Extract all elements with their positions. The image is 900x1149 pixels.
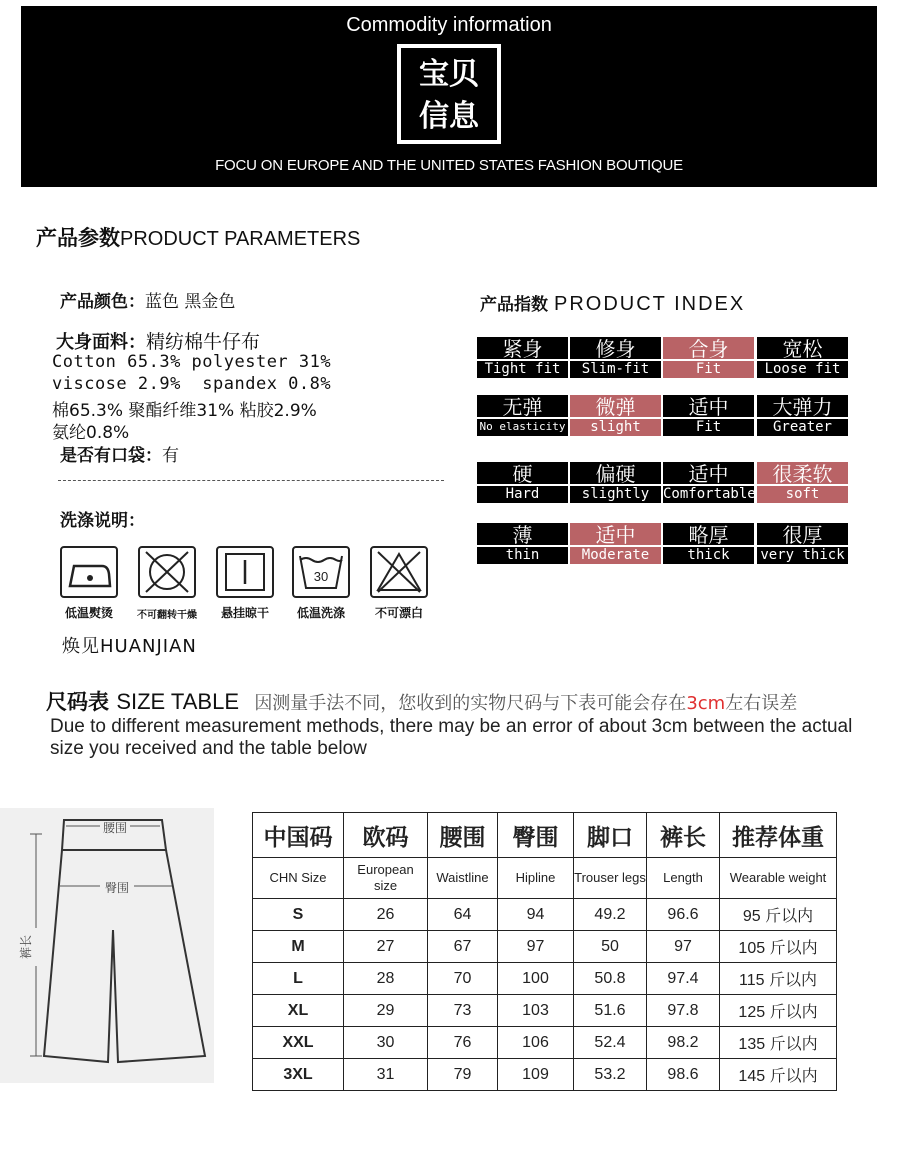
table-cell: 105 斤以内 bbox=[720, 931, 837, 963]
table-cell: Length bbox=[647, 858, 720, 899]
table-cell: 52.4 bbox=[574, 1027, 647, 1059]
pocket-value: 有 bbox=[162, 446, 179, 466]
index-cell-en: thin bbox=[477, 545, 568, 564]
table-cell: 欧码 bbox=[344, 813, 428, 858]
table-cell: 中国码 bbox=[253, 813, 344, 858]
diagram-waist-label: 腰围 bbox=[102, 821, 128, 835]
index-cell bbox=[663, 462, 754, 503]
diagram-length-label: 裤长 bbox=[19, 934, 33, 960]
index-cell-zh: 修身 bbox=[595, 337, 636, 361]
table-row bbox=[253, 1027, 837, 1059]
table-cell: M bbox=[253, 931, 344, 963]
table-cell: 50 bbox=[574, 931, 647, 963]
table-cell: 26 bbox=[344, 899, 428, 931]
banner-box-line1: 宝贝 bbox=[419, 57, 479, 92]
index-cell-en: Slim-fit bbox=[570, 359, 661, 378]
index-cell bbox=[570, 462, 661, 503]
wash-label-3: 悬挂晾干 bbox=[220, 606, 269, 620]
pants-diagram bbox=[0, 808, 214, 1083]
banner-subtitle: FOCU ON EUROPE AND THE UNITED STATES FASHION BOUTIQUE bbox=[215, 157, 683, 174]
table-cell: Waistline bbox=[428, 858, 498, 899]
table-row bbox=[253, 963, 837, 995]
banner-box bbox=[397, 44, 501, 144]
table-cell: 腰围 bbox=[428, 813, 498, 858]
table-cell: 98.6 bbox=[647, 1059, 720, 1091]
table-row bbox=[253, 1059, 837, 1091]
table-cell: 135 斤以内 bbox=[720, 1027, 837, 1059]
low-temp-wash-icon bbox=[292, 546, 350, 598]
table-cell: CHN Size bbox=[253, 858, 344, 899]
index-cell-zh: 宽松 bbox=[782, 337, 823, 361]
wash-label-5: 不可漂白 bbox=[374, 606, 423, 620]
fabric-zh-line2: 氨纶0.8% bbox=[52, 423, 130, 443]
size-note bbox=[254, 693, 797, 714]
fabric-label: 大身面料： bbox=[56, 332, 146, 353]
table-cell: 64 bbox=[428, 899, 498, 931]
line-dry-icon bbox=[216, 546, 274, 598]
index-cell bbox=[477, 462, 568, 518]
table-cell: 76 bbox=[428, 1027, 498, 1059]
index-cell-zh: 无弹 bbox=[502, 395, 543, 419]
index-cell-en: Greater bbox=[757, 417, 848, 436]
table-cell: 70 bbox=[428, 963, 498, 995]
index-cell bbox=[663, 337, 754, 378]
table-cell: S bbox=[253, 899, 344, 931]
table-cell: L bbox=[253, 963, 344, 995]
table-cell: 106 bbox=[498, 1027, 574, 1059]
table-cell: 30 bbox=[344, 1027, 428, 1059]
table-cell: Trouser legs bbox=[574, 858, 647, 899]
table-cell: 27 bbox=[344, 931, 428, 963]
size-note-en: Due to different measurement methods, there may be an error of about 3cm between the actual size you received and the table below bbox=[50, 716, 853, 759]
fabric-en-line1: Cotton 65.3% polyester 31% bbox=[52, 352, 332, 372]
banner-title: Commodity information bbox=[346, 14, 552, 36]
index-cell-zh: 硬 bbox=[512, 462, 533, 486]
table-cell: European size bbox=[344, 858, 428, 899]
index-cell-en: No elasticity bbox=[477, 417, 568, 436]
index-cell-en: Tight fit bbox=[477, 359, 568, 378]
index-cell-zh: 适中 bbox=[688, 395, 729, 419]
table-cell: 裤长 bbox=[647, 813, 720, 858]
index-cell-en: slightly bbox=[570, 484, 661, 503]
table-cell: 96.6 bbox=[647, 899, 720, 931]
index-cell-en: slight bbox=[570, 417, 661, 436]
index-cell-en: very thick bbox=[757, 545, 848, 564]
index-cell bbox=[757, 462, 848, 503]
table-cell: XL bbox=[253, 995, 344, 1027]
size-note-pre: 因测量手法不同，您收到的实物尺码与下表可能会存在 bbox=[254, 693, 687, 714]
index-cell bbox=[477, 395, 568, 436]
table-cell: 145 斤以内 bbox=[720, 1059, 837, 1091]
index-cell-zh: 紧身 bbox=[502, 337, 543, 361]
table-cell: 79 bbox=[428, 1059, 498, 1091]
fabric-en-line2: viscose 2.9% spandex 0.8% bbox=[52, 374, 332, 394]
index-cell bbox=[570, 395, 661, 436]
table-cell: 95 斤以内 bbox=[720, 899, 837, 931]
index-cell bbox=[570, 523, 661, 564]
index-cell bbox=[663, 395, 754, 436]
table-cell: 28 bbox=[344, 963, 428, 995]
index-heading bbox=[480, 290, 745, 316]
index-cell-zh: 适中 bbox=[595, 523, 636, 547]
index-cell-zh: 大弹力 bbox=[772, 395, 833, 419]
low-temp-iron-icon bbox=[60, 546, 118, 598]
pocket-label: 是否有口袋： bbox=[60, 446, 162, 466]
table-cell: 109 bbox=[498, 1059, 574, 1091]
params-heading bbox=[36, 222, 360, 252]
table-header-row bbox=[253, 858, 837, 899]
wash-temp: 30 bbox=[313, 569, 329, 584]
size-note-post: 左右误差 bbox=[725, 693, 798, 714]
table-cell: Wearable weight bbox=[720, 858, 837, 899]
size-heading bbox=[46, 686, 797, 716]
table-cell: 29 bbox=[344, 995, 428, 1027]
color-row bbox=[60, 287, 235, 312]
table-cell: 125 斤以内 bbox=[720, 995, 837, 1027]
index-cell-en: Moderate bbox=[570, 545, 661, 564]
index-cell bbox=[477, 523, 568, 564]
no-bleach-icon bbox=[370, 546, 428, 598]
index-cell-zh: 合身 bbox=[688, 337, 729, 361]
wash-heading: 洗涤说明： bbox=[60, 511, 145, 531]
table-cell: 97 bbox=[647, 931, 720, 963]
color-value: 蓝色 黑金色 bbox=[145, 292, 236, 312]
index-cell-zh: 很柔软 bbox=[772, 462, 833, 486]
index-cell bbox=[757, 395, 848, 436]
index-cell-en: Comfortable bbox=[663, 486, 756, 502]
table-cell: 推荐体重 bbox=[720, 813, 837, 858]
index-cell bbox=[477, 337, 568, 378]
table-cell: 67 bbox=[428, 931, 498, 963]
table-cell: XXL bbox=[253, 1027, 344, 1059]
index-cell-en: Fit bbox=[663, 359, 754, 378]
table-row bbox=[253, 899, 837, 931]
fabric-zh-line1: 棉65.3% 聚酯纤维31% 粘胶2.9% bbox=[52, 401, 317, 421]
table-cell: 51.6 bbox=[574, 995, 647, 1027]
table-row bbox=[253, 995, 837, 1027]
diagram-hip-label: 臀围 bbox=[104, 881, 130, 895]
table-cell: 31 bbox=[344, 1059, 428, 1091]
table-cell: Hipline bbox=[498, 858, 574, 899]
header-banner bbox=[21, 6, 877, 187]
index-cell bbox=[570, 337, 661, 378]
params-heading-zh: 产品参数 bbox=[36, 226, 120, 250]
index-cell-en: Loose fit bbox=[757, 359, 848, 378]
table-cell: 3XL bbox=[253, 1059, 344, 1091]
size-note-red: 3cm bbox=[686, 693, 726, 714]
table-cell: 98.2 bbox=[647, 1027, 720, 1059]
index-cell bbox=[663, 523, 754, 564]
fabric-row bbox=[56, 327, 260, 354]
index-cell-zh: 适中 bbox=[688, 462, 729, 486]
index-cell-en: soft bbox=[757, 484, 848, 503]
index-cell-zh: 略厚 bbox=[688, 523, 729, 547]
size-heading-zh: 尺码表 bbox=[46, 690, 109, 714]
index-cell-en: Hard fabric bbox=[477, 484, 568, 503]
table-cell: 94 bbox=[498, 899, 574, 931]
table-cell: 97.8 bbox=[647, 995, 720, 1027]
index-heading-en: PRODUCT INDEX bbox=[554, 293, 746, 315]
table-cell: 97 bbox=[498, 931, 574, 963]
table-cell: 100 bbox=[498, 963, 574, 995]
index-cell-zh: 微弹 bbox=[595, 395, 636, 419]
table-header-row bbox=[253, 813, 837, 858]
table-cell: 49.2 bbox=[574, 899, 647, 931]
no-tumble-dry-icon bbox=[138, 546, 196, 598]
wash-label-2: 不可翻转干燥 bbox=[137, 610, 197, 621]
divider bbox=[58, 480, 444, 481]
index-cell-zh: 很厚 bbox=[782, 523, 823, 547]
index-cell-zh: 薄 bbox=[512, 523, 533, 547]
wash-label-1: 低温熨烫 bbox=[64, 606, 113, 620]
table-cell: 73 bbox=[428, 995, 498, 1027]
wash-label-4: 低温洗涤 bbox=[296, 606, 345, 620]
index-heading-zh: 产品指数 bbox=[480, 295, 548, 315]
brand-name: 焕见HUANJIAN bbox=[62, 636, 197, 657]
table-cell: 97.4 bbox=[647, 963, 720, 995]
index-cell-zh: 偏硬 bbox=[595, 462, 636, 486]
index-cell bbox=[757, 337, 848, 378]
pocket-row bbox=[60, 441, 179, 466]
table-cell: 臀围 bbox=[498, 813, 574, 858]
size-heading-en: SIZE TABLE bbox=[116, 689, 239, 714]
fabric-value: 精纺棉牛仔布 bbox=[146, 331, 261, 353]
table-cell: 50.8 bbox=[574, 963, 647, 995]
table-row bbox=[253, 931, 837, 963]
index-cell-en: Fit bbox=[663, 417, 754, 436]
table-cell: 103 bbox=[498, 995, 574, 1027]
table-cell: 53.2 bbox=[574, 1059, 647, 1091]
table-cell: 脚口 bbox=[574, 813, 647, 858]
table-cell: 115 斤以内 bbox=[720, 963, 837, 995]
index-cell-en: thick bbox=[663, 545, 754, 564]
banner-box-line2: 信息 bbox=[419, 99, 479, 134]
size-table bbox=[252, 812, 837, 1091]
color-label: 产品颜色： bbox=[60, 292, 145, 312]
params-heading-en: PRODUCT PARAMETERS bbox=[120, 228, 361, 250]
index-cell bbox=[757, 523, 848, 564]
